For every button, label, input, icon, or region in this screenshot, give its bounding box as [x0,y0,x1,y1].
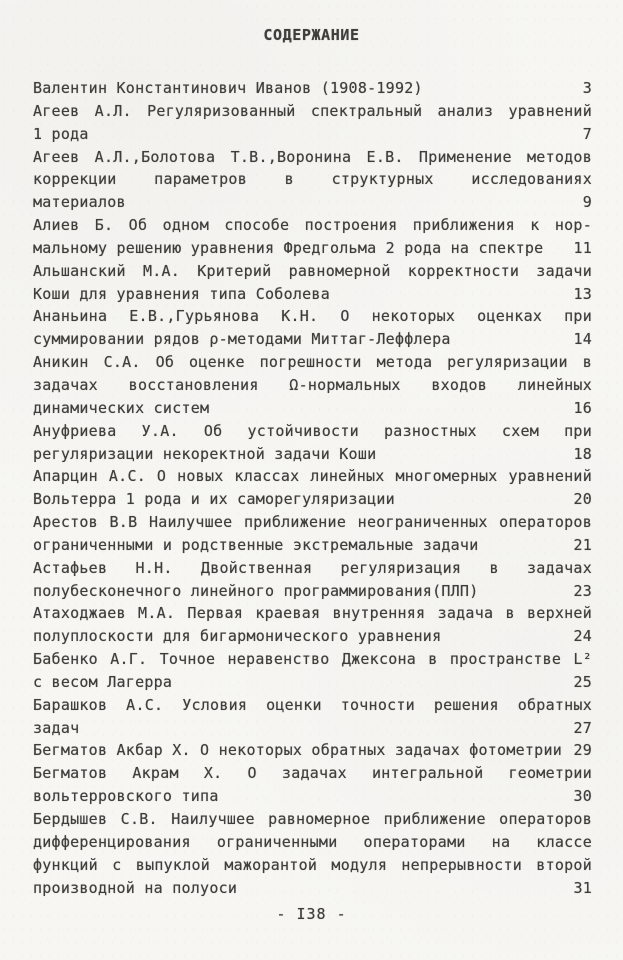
toc-page-number: 20 [573,490,592,509]
toc-entry-text: с весом Лагерра [33,672,173,691]
toc-entry-text: суммировании рядов ρ-методами Миттаг-Леффлера [33,330,451,349]
toc-entry-text: Ануфриева У.А. Об устойчивости разностных схем при [33,421,592,440]
toc-line [33,214,592,237]
toc-list [33,77,592,899]
toc-page-number: 9 [582,193,592,212]
toc-page-number: 3 [582,79,592,97]
toc-entry-text: материалов [33,193,126,212]
toc-page-number: 14 [573,330,592,349]
toc-entry-text: Вольтерра 1 рода и их саморегуляризации [33,490,395,509]
toc-line [33,488,592,511]
toc-entry-text: Арестов В.В Наилучшее приближение неограниченных операторов [33,513,592,532]
toc-line [33,328,592,351]
toc-line [33,557,592,580]
toc-page-number: 13 [573,284,592,303]
toc-entry-text: Ананьина Е.В.,Гурьянова К.Н. О некоторых оценках при [33,307,592,326]
toc-line [33,717,592,740]
toc-entry-text: Барашков А.С. Условия оценки точности решения обратных [33,695,592,714]
toc-entry-text: Бегматов Акрам Х. О задачах интегральной геометрии [33,764,592,783]
toc-page-number: 21 [573,535,592,554]
toc-line [33,602,592,625]
toc-entry-text: ограниченными и родственные экстремальные задачи [33,535,479,554]
toc-page-number: 30 [573,787,592,806]
toc-line [33,123,592,146]
toc-entry-text: дифференцирования ограниченными операторами на классе [33,832,592,851]
toc-entry-text: Бабенко А.Г. Точное неравенство Джексона в пространстве L² [33,650,592,669]
toc-line [33,77,592,100]
toc-entry-text: коррекции параметров в структурных исследованиях [33,170,592,189]
toc-entry-text: регуляризации некоректной задачи Коши [33,444,377,463]
toc-entry-text: Бердышев С.В. Наилучшее равномерное приближение операторов [33,810,592,828]
toc-line [33,694,592,717]
toc-page-number: 7 [582,124,592,143]
toc-entry-text: Альшанский М.А. Критерий равномерной корректности задачи [33,261,592,280]
toc-entry-text: 1 рода [33,124,89,143]
toc-page-number: 31 [573,878,592,897]
toc-line [33,534,592,557]
toc-line [33,854,592,877]
toc-page-number: 25 [573,672,592,691]
toc-line [33,671,592,694]
toc-line [33,191,592,214]
toc-entry-text: полубесконечного линейного программирования(ПЛП) [33,581,479,600]
toc-page-number: 18 [573,444,592,463]
toc-line [33,648,592,671]
toc-line [33,443,592,466]
toc-line [33,146,592,169]
toc-entry-text: функций с выпуклой мажорантой модуля непрерывности второй [33,855,592,874]
toc-line [33,351,592,374]
toc-entry-text: Аникин С.А. Об оценке погрешности метода регуляризации в [33,353,592,372]
toc-line [33,580,592,603]
page-title: СОДЕРЖАНИЕ [263,26,360,44]
toc-page-number: 16 [573,398,592,417]
toc-page-number: 23 [573,581,592,600]
toc-page-number: 24 [573,627,592,646]
toc-line [33,762,592,785]
toc-line [33,283,592,306]
toc-entry-text: полуплоскости для бигармонического уравнения [33,627,442,646]
toc-entry-text: задачах восстановления Ω-нормальных входов линейных [33,375,592,394]
toc-entry-text: мальному решению уравнения Фредгольма 2 рода на спектре [33,238,544,257]
toc-entry-text: Агеев А.Л. Регуляризованный спектральный анализ уравнений [33,101,592,120]
toc-entry-text: Коши для уравнения типа Соболева [33,284,330,303]
toc-entry-text: Бегматов Акбар Х. О некоторых обратных задачах фотометрии [33,741,563,760]
toc-page-number: 27 [573,718,592,737]
toc-entry-text: Апарцин А.С. О новых классах линейных многомерных уравнений [33,467,592,486]
toc-line [33,100,592,123]
toc-line [33,785,592,808]
toc-line [33,420,592,443]
toc-page-number: 29 [573,741,592,760]
footer-page-number: - I38 - [276,905,347,923]
toc-line [33,808,592,831]
toc-entry-text: Алиев Б. Об одном способе построения приближения к нор- [33,216,592,235]
toc-line [33,831,592,854]
toc-line [33,237,592,260]
toc-entry-text: вольтерровского типа [33,787,219,806]
toc-line [33,305,592,328]
toc-entry-text: Валентин Константинович Иванов (1908-1992) [33,79,423,97]
toc-line [33,877,592,900]
toc-entry-text: Агеев А.Л.,Болотова Т.В.,Воронина Е.В. Применение методов [33,147,592,166]
toc-line [33,625,592,648]
toc-line [33,168,592,191]
toc-line [33,465,592,488]
toc-line [33,511,592,534]
toc-line [33,397,592,420]
toc-line [33,260,592,283]
toc-entry-text: Атаходжаев М.А. Первая краевая внутренняя задача в верхней [33,604,592,623]
toc-entry-text: задач [33,718,80,737]
toc-entry-text: динамических систем [33,398,210,417]
toc-entry-text: Астафьев Н.Н. Двойственная регуляризация в задачах [33,558,592,577]
toc-line [33,739,592,762]
toc-page-number: 11 [573,238,592,257]
toc-line [33,374,592,397]
toc-entry-text: производной на полуоси [33,878,238,897]
